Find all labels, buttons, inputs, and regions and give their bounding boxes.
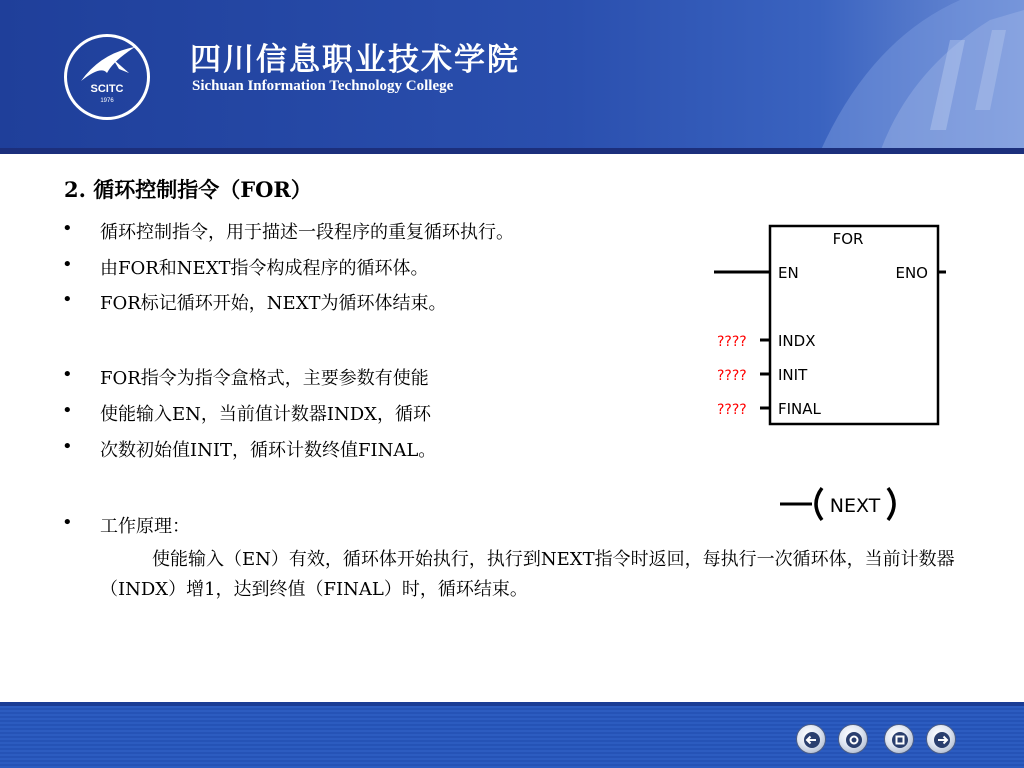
for-instruction-box (710, 222, 950, 428)
bullet-symbol: • (62, 436, 73, 457)
bullet-symbol: • (62, 254, 73, 275)
next-coil-left-paren (816, 488, 822, 520)
stop-icon (885, 725, 915, 755)
bullet-text: 工作原理： (100, 516, 190, 537)
slide-title: 2. 循环控制指令（FOR） (64, 177, 312, 202)
next-coil-right-paren (888, 488, 894, 520)
bullet-symbol: • (62, 218, 73, 239)
college-logo (64, 34, 150, 120)
working-principle-paragraph: 使能输入（EN）有效，循环体开始执行，执行到NEXT指令时返回，每执行一次循环体，当前计数器（INDX）增1，达到终值（FINAL）时，循环结束。 (100, 549, 955, 600)
back-button[interactable] (796, 724, 826, 754)
init-param-placeholder: ???? (717, 368, 747, 384)
home-button[interactable] (838, 724, 868, 754)
forward-button[interactable] (926, 724, 956, 754)
forward-icon (927, 725, 957, 755)
for-box-title: FOR (832, 230, 864, 248)
bullet-text: 使能输入EN，当前值计数器INDX，循环 (100, 404, 431, 425)
bullet-symbol: • (62, 512, 73, 533)
slide-footer (0, 706, 1024, 768)
back-icon (797, 725, 827, 755)
logo-text: SCITC (90, 83, 124, 95)
logo-year: 1976 (100, 98, 114, 104)
en-label: EN (778, 264, 799, 282)
school-name-en: Sichuan Information Technology College (192, 78, 454, 94)
bullet-text: FOR指令为指令盒格式，主要参数有使能 (100, 368, 429, 389)
bullet-text: 循环控制指令，用于描述一段程序的重复循环执行。 (100, 222, 514, 243)
home-icon (839, 725, 869, 755)
bullet-text: FOR标记循环开始，NEXT为循环体结束。 (100, 293, 447, 314)
bullet-text: 次数初始值INIT，循环计数终值FINAL。 (100, 440, 437, 461)
eno-label: ENO (895, 264, 928, 282)
bullet-text: 由FOR和NEXT指令构成程序的循环体。 (100, 258, 429, 279)
init-label: INIT (778, 366, 808, 384)
final-label: FINAL (778, 400, 821, 418)
bullet-symbol: • (62, 400, 73, 421)
indx-param-placeholder: ???? (717, 334, 747, 350)
stop-button[interactable] (884, 724, 914, 754)
next-coil-label: NEXT (829, 495, 881, 517)
next-coil (778, 484, 904, 524)
school-name-cn: 四川信息职业技术学院 (190, 42, 520, 78)
bullet-symbol: • (62, 289, 73, 310)
header-divider (0, 148, 1024, 154)
final-param-placeholder: ???? (717, 402, 747, 418)
header-decoration (760, 0, 1024, 152)
slide-header (0, 0, 1024, 152)
bullet-symbol: • (62, 364, 73, 385)
for-box-outline (770, 226, 938, 424)
indx-label: INDX (778, 332, 816, 350)
